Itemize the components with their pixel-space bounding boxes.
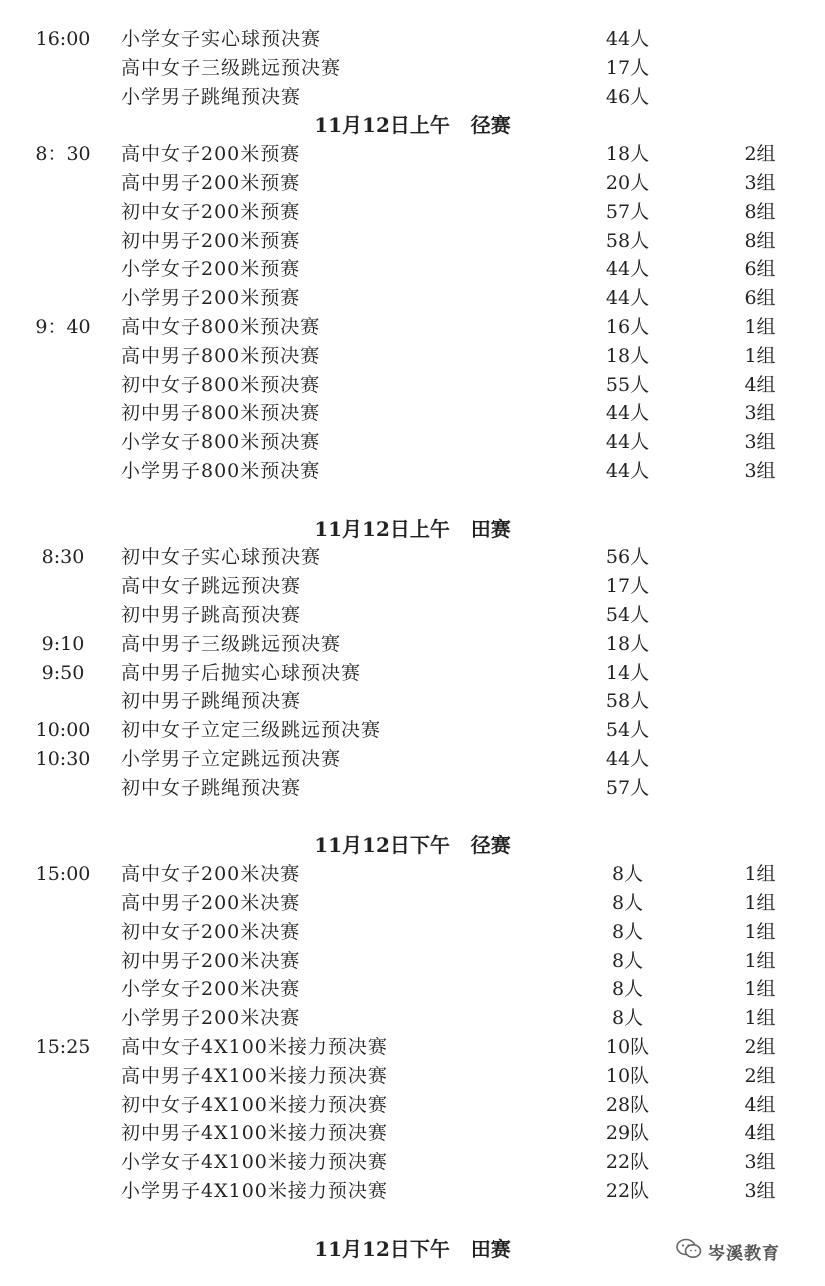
schedule-row <box>0 947 825 976</box>
watermark-text: 岑溪教育 <box>708 1243 780 1264</box>
count-cell: 17人 <box>605 575 650 598</box>
wechat-icon <box>676 1238 702 1264</box>
count-cell: 10队 <box>605 1064 650 1087</box>
count-cell: 10队 <box>605 1036 650 1058</box>
count-cell: 29队 <box>605 1122 650 1145</box>
groups-cell: 2组 <box>744 1036 776 1058</box>
count-cell: 56人 <box>605 546 650 569</box>
groups-cell: 1组 <box>744 863 776 886</box>
event-cell: 高中女子跳远预决赛 <box>121 575 302 598</box>
time-cell: 9：40 <box>35 316 91 338</box>
event-cell: 小学女子200米决赛 <box>121 978 301 1001</box>
schedule-row <box>0 255 825 284</box>
groups-cell: 3组 <box>744 172 776 194</box>
count-cell: 8人 <box>611 920 644 943</box>
schedule-row <box>0 342 825 371</box>
count-cell: 46人 <box>605 85 650 108</box>
schedule-row <box>0 54 825 83</box>
groups-cell: 3组 <box>744 1180 776 1202</box>
schedule-row <box>0 975 825 1004</box>
section-heading: 11月12日上午 田赛 <box>314 516 511 541</box>
groups-cell: 2组 <box>744 143 776 166</box>
groups-cell: 4组 <box>744 1122 776 1145</box>
groups-cell: 1组 <box>744 978 776 1001</box>
schedule-row <box>0 918 825 947</box>
count-cell: 55人 <box>605 373 650 396</box>
groups-cell: 3组 <box>744 402 776 425</box>
count-cell: 54人 <box>605 604 650 626</box>
event-cell: 小学男子200米预赛 <box>121 287 301 310</box>
schedule-row <box>0 860 825 889</box>
count-cell: 54人 <box>605 719 650 742</box>
count-cell: 44人 <box>605 402 650 425</box>
groups-cell: 6组 <box>744 287 776 310</box>
schedule-row <box>0 601 825 630</box>
groups-cell: 4组 <box>744 373 776 396</box>
count-cell: 17人 <box>605 56 650 79</box>
event-cell: 初中男子4X100米接力预决赛 <box>121 1122 388 1145</box>
section-heading: 11月12日上午 径赛 <box>314 113 511 138</box>
event-cell: 初中男子200米决赛 <box>121 949 301 972</box>
count-cell: 18人 <box>605 344 650 367</box>
event-cell: 高中男子4X100米接力预决赛 <box>121 1064 388 1087</box>
event-cell: 高中男子200米预赛 <box>121 172 301 194</box>
groups-cell: 1组 <box>744 316 776 338</box>
event-cell: 高中女子200米决赛 <box>121 863 301 886</box>
count-cell: 20人 <box>605 172 650 194</box>
event-cell: 初中男子200米预赛 <box>121 229 301 252</box>
event-cell: 初中男子跳高预决赛 <box>121 604 302 626</box>
event-cell: 高中女子4X100米接力预决赛 <box>121 1036 388 1058</box>
count-cell: 44人 <box>605 258 650 281</box>
schedule-row <box>0 399 825 428</box>
count-cell: 8人 <box>611 1007 644 1030</box>
count-cell: 22队 <box>605 1151 650 1174</box>
count-cell: 28队 <box>605 1093 650 1116</box>
count-cell: 18人 <box>605 632 650 655</box>
section-heading: 11月12日下午 径赛 <box>314 833 511 858</box>
time-cell: 10:00 <box>35 719 91 742</box>
count-cell: 8人 <box>611 978 644 1001</box>
groups-cell: 1组 <box>744 344 776 367</box>
schedule-row <box>0 1091 825 1120</box>
groups-cell: 6组 <box>744 258 776 281</box>
event-cell: 小学男子200米决赛 <box>121 1007 301 1030</box>
groups-cell: 1组 <box>744 892 776 914</box>
event-cell: 高中女子200米预赛 <box>121 143 301 166</box>
count-cell: 8人 <box>611 949 644 972</box>
time-cell: 15:25 <box>35 1036 91 1058</box>
section-heading: 11月12日下午 田赛 <box>314 1236 511 1261</box>
schedule-row <box>0 1148 825 1177</box>
groups-cell: 3组 <box>744 1151 776 1174</box>
groups-cell: 3组 <box>744 460 776 482</box>
groups-cell: 1组 <box>744 920 776 943</box>
event-cell: 高中男子200米决赛 <box>121 892 301 914</box>
schedule-row <box>0 25 825 54</box>
count-cell: 57人 <box>605 776 650 799</box>
event-cell: 初中女子4X100米接力预决赛 <box>121 1093 388 1116</box>
event-cell: 初中女子实心球预决赛 <box>121 546 322 569</box>
time-cell: 9:50 <box>41 661 85 684</box>
schedule-row <box>0 313 825 342</box>
groups-cell: 1组 <box>744 949 776 972</box>
schedule-row <box>0 1177 825 1206</box>
count-cell: 22队 <box>605 1180 650 1202</box>
time-cell: 16:00 <box>35 28 91 50</box>
event-cell: 高中男子三级跳远预决赛 <box>121 632 342 655</box>
count-cell: 44人 <box>605 431 650 454</box>
watermark <box>676 1237 780 1265</box>
time-cell: 9:10 <box>41 632 85 655</box>
event-cell: 初中女子800米预决赛 <box>121 373 321 396</box>
time-cell: 15:00 <box>35 863 91 886</box>
count-cell: 8人 <box>611 863 644 886</box>
schedule-row <box>0 198 825 227</box>
event-cell: 高中女子800米预决赛 <box>121 316 321 338</box>
schedule-row <box>0 284 825 313</box>
groups-cell: 3组 <box>744 431 776 454</box>
event-cell: 初中女子200米预赛 <box>121 200 301 223</box>
schedule-row <box>0 687 825 716</box>
count-cell: 44人 <box>605 748 650 770</box>
schedule-row <box>0 543 825 572</box>
schedule-row <box>0 572 825 601</box>
event-cell: 高中男子后抛实心球预决赛 <box>121 661 362 684</box>
schedule-row <box>0 428 825 457</box>
schedule-row <box>0 659 825 688</box>
schedule-row <box>0 716 825 745</box>
event-cell: 小学女子800米预决赛 <box>121 431 321 454</box>
schedule-row <box>0 774 825 803</box>
groups-cell: 8组 <box>744 200 776 223</box>
schedule-row <box>0 1062 825 1091</box>
schedule-row <box>0 140 825 169</box>
event-cell: 高中女子三级跳远预决赛 <box>121 56 342 79</box>
count-cell: 14人 <box>605 661 650 684</box>
schedule-row <box>0 169 825 198</box>
event-cell: 小学女子4X100米接力预决赛 <box>121 1151 388 1174</box>
event-cell: 初中男子800米预决赛 <box>121 402 321 425</box>
event-cell: 小学男子立定跳远预决赛 <box>121 748 342 770</box>
event-cell: 小学男子4X100米接力预决赛 <box>121 1180 388 1202</box>
event-cell: 初中女子200米决赛 <box>121 920 301 943</box>
event-cell: 初中女子跳绳预决赛 <box>121 776 302 799</box>
schedule-row <box>0 1033 825 1062</box>
schedule-row <box>0 1004 825 1033</box>
schedule-row <box>0 1119 825 1148</box>
schedule-row <box>0 745 825 774</box>
count-cell: 18人 <box>605 143 650 166</box>
time-cell: 8：30 <box>35 143 91 166</box>
schedule-row <box>0 457 825 486</box>
count-cell: 44人 <box>605 28 650 50</box>
event-cell: 小学女子实心球预决赛 <box>121 28 322 50</box>
groups-cell: 8组 <box>744 229 776 252</box>
count-cell: 16人 <box>605 316 650 338</box>
groups-cell: 4组 <box>744 1093 776 1116</box>
event-cell: 小学男子跳绳预决赛 <box>121 85 302 108</box>
event-cell: 初中女子立定三级跳远预决赛 <box>121 719 382 742</box>
schedule-row <box>0 83 825 112</box>
event-cell: 高中男子800米预决赛 <box>121 344 321 367</box>
event-cell: 初中男子跳绳预决赛 <box>121 690 302 713</box>
count-cell: 44人 <box>605 460 650 482</box>
schedule-row <box>0 227 825 256</box>
schedule-row <box>0 371 825 400</box>
time-cell: 8:30 <box>41 546 85 569</box>
count-cell: 8人 <box>611 892 644 914</box>
event-cell: 小学男子800米预决赛 <box>121 460 321 482</box>
schedule-row <box>0 889 825 918</box>
groups-cell: 1组 <box>744 1007 776 1030</box>
count-cell: 44人 <box>605 287 650 310</box>
groups-cell: 2组 <box>744 1064 776 1087</box>
count-cell: 58人 <box>605 229 650 252</box>
count-cell: 57人 <box>605 200 650 223</box>
count-cell: 58人 <box>605 690 650 713</box>
time-cell: 10:30 <box>35 748 91 770</box>
event-cell: 小学女子200米预赛 <box>121 258 301 281</box>
schedule-row <box>0 630 825 659</box>
